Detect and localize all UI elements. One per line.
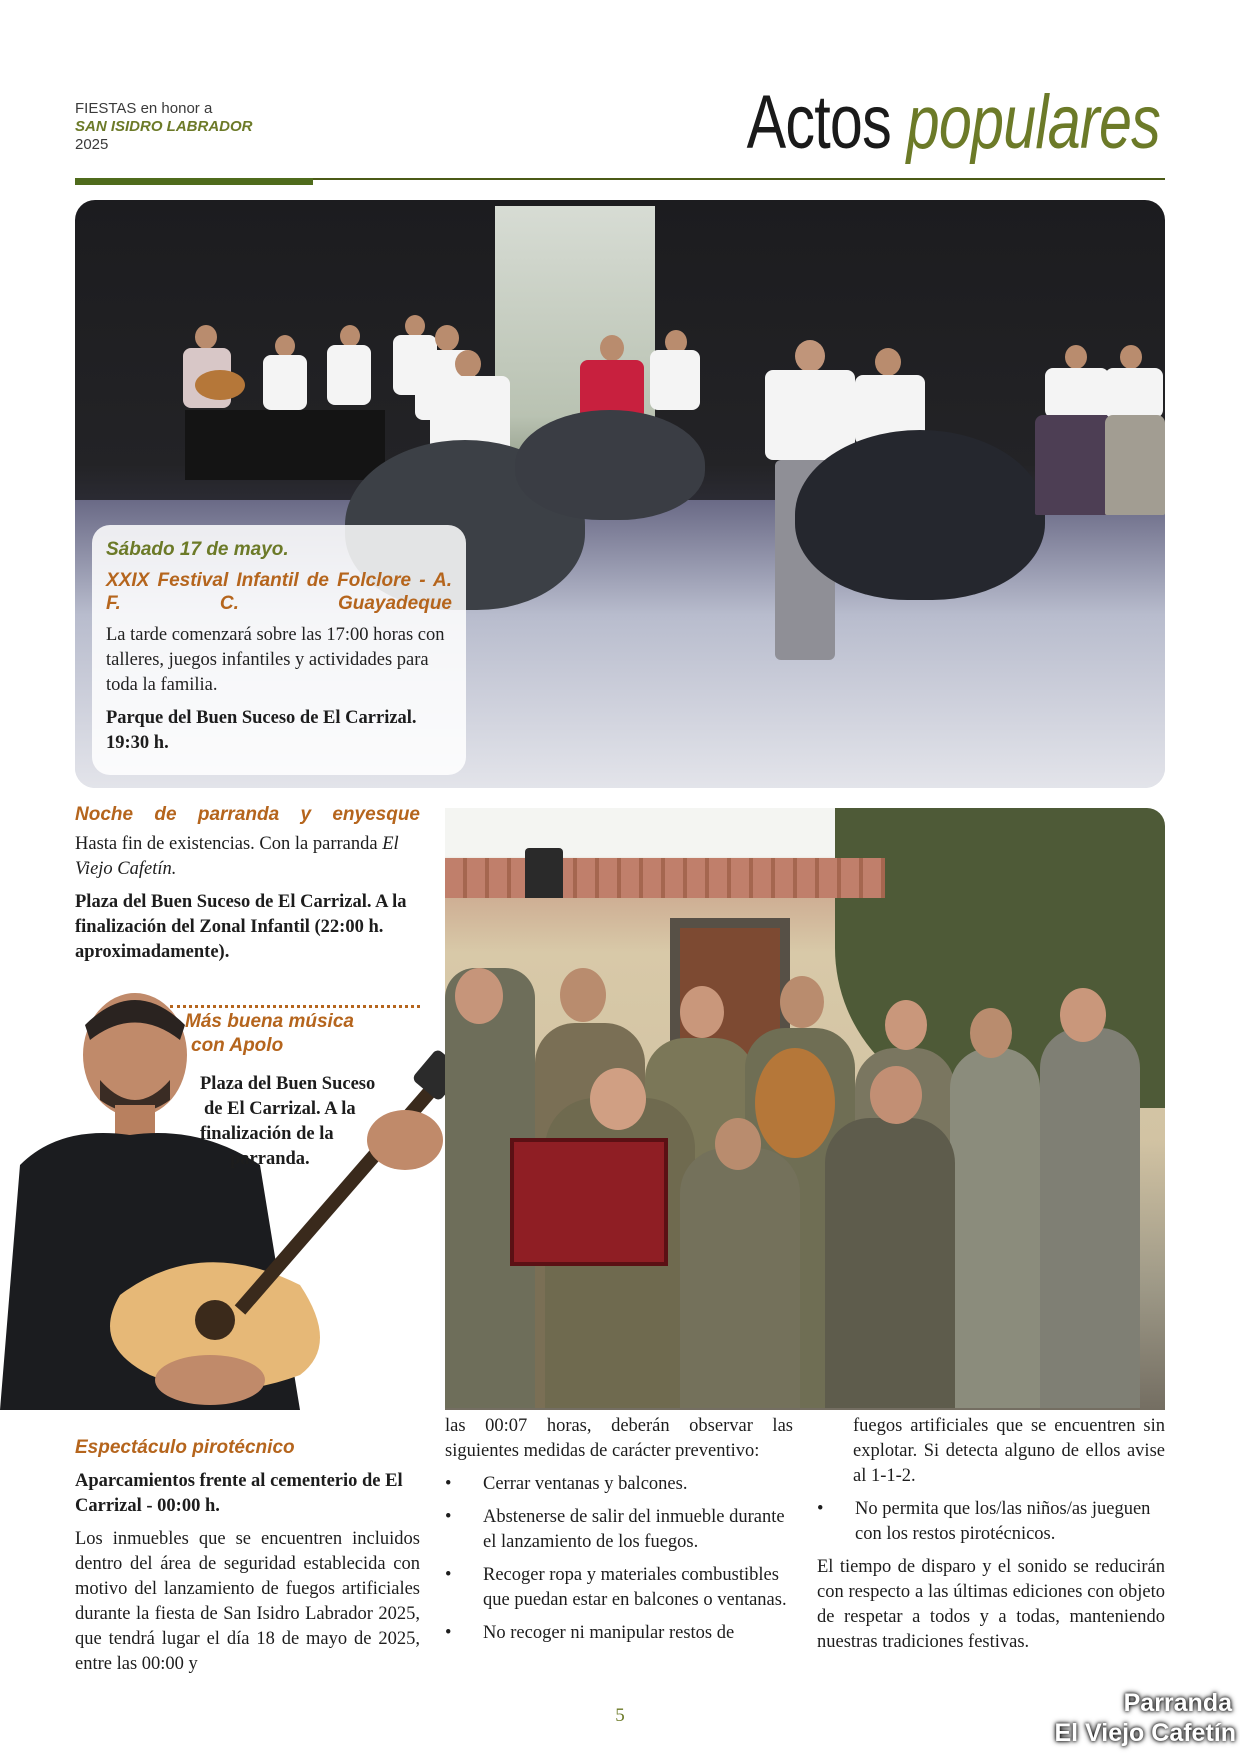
parranda-band: El Viejo Cafetín.	[75, 834, 399, 879]
apolo-title-line-1: Más buena música	[185, 1011, 354, 1032]
parranda-text	[75, 832, 420, 882]
photo-figure	[715, 1118, 761, 1170]
festival-description: La tarde comenzará sobre las 17:00 horas con talleres, juegos infantiles y actividades para toda la familia.	[106, 625, 445, 695]
photo-figure	[650, 350, 700, 410]
page-title-accent: populares	[906, 80, 1160, 165]
apolo-title-line-2: con Apolo	[191, 1035, 284, 1056]
measure-item: • Recoger ropa y materiales combustibles que puedan estar en balcones o ventanas.	[445, 1563, 793, 1613]
parranda-photo-caption-line-1: Parranda	[1123, 1689, 1232, 1717]
parranda-group-photo	[445, 808, 1165, 1410]
photo-figure	[765, 370, 855, 460]
parranda-section	[75, 803, 420, 965]
photo-figure	[340, 325, 360, 347]
photo-figure	[825, 1118, 955, 1408]
measure-item: • No recoger ni manipular restos de	[445, 1621, 793, 1646]
pirotecnico-text-col3: fuegos artificiales que se encuentren sin explotar. Si detecta alguno de ellos avise al 1-1-2.	[853, 1416, 1165, 1486]
pirotecnico-text-col2: las 00:07 horas, deberán observar las siguientes medidas de carácter preventivo:	[445, 1416, 793, 1461]
photo-guitar	[755, 1048, 835, 1158]
photo-figure	[455, 350, 481, 378]
apolo-place-line-2: de El Carrizal. A la	[204, 1099, 356, 1119]
measure-item: • Abstenerse de salir del inmueble durante el lanzamiento de los fuegos.	[445, 1505, 793, 1555]
parranda-place: Plaza del Buen Suceso de El Carrizal. A la finalización del Zonal Infantil (22:00 h. aproximadamente).	[75, 892, 407, 962]
page-number: 5	[615, 1705, 625, 1726]
photo-figure	[870, 1066, 922, 1124]
pirotecnico-measures-list-2	[817, 1497, 1165, 1547]
measure-item: • No permita que los/las niños/as jueguen con los restos pirotécnicos.	[817, 1497, 1165, 1547]
photo-figure	[970, 1008, 1012, 1058]
parranda-text-main: Hasta fin de existencias. Con la parranda	[75, 834, 378, 854]
page-title-main: Actos	[746, 80, 891, 165]
header-line-1: FIESTAS en honor a	[75, 100, 213, 117]
festival-caption-box	[92, 525, 466, 775]
pirotecnico-text-col1: Los inmuebles que se encuentren incluidos dentro del área de seguridad establecida con motivo del lanzamiento de fuegos artificiales durante la fiesta de San Isidro Labrador 2025, que tendrá lugar el día 18 de mayo de 2025, entre las 00:00 y	[75, 1529, 420, 1674]
photo-figure	[600, 335, 624, 361]
photo-figure	[1105, 368, 1163, 418]
apolo-section	[185, 1010, 425, 1058]
pirotecnico-subtitle: Aparcamientos frente al cementerio de El Carrizal - 00:00 h.	[75, 1471, 403, 1516]
pirotecnico-column-2	[445, 1414, 793, 1654]
festival-date: Sábado 17 de mayo.	[106, 539, 289, 560]
pirotecnico-column-3	[817, 1414, 1165, 1655]
page-title	[747, 78, 1160, 168]
photo-figure	[195, 325, 217, 349]
photo-figure	[327, 345, 371, 405]
header-rule-accent	[75, 178, 313, 185]
photo-roof	[445, 858, 885, 898]
photo-figure	[780, 976, 824, 1028]
parranda-title: Noche de parranda y enyesque	[75, 804, 420, 825]
photo-figure	[885, 1000, 927, 1050]
photo-chairs	[185, 410, 385, 480]
photo-lamp	[525, 848, 563, 898]
photo-figure	[950, 1048, 1040, 1408]
photo-figure	[435, 325, 459, 351]
pirotecnico-measures-list	[445, 1472, 793, 1646]
photo-figure	[795, 430, 1045, 600]
apolo-place-line-1: Plaza del Buen Suceso	[200, 1074, 376, 1094]
apolo-place-line-4: parranda.	[230, 1149, 310, 1169]
photo-figure	[195, 370, 245, 400]
photo-figure	[455, 968, 503, 1024]
photo-figure	[1060, 988, 1106, 1042]
photo-figure	[515, 410, 705, 520]
photo-figure	[1105, 415, 1165, 515]
photo-figure	[1035, 415, 1115, 515]
photo-figure	[795, 340, 825, 372]
pirotecnico-column-1	[75, 1436, 420, 1677]
pirotecnico-title: Espectáculo pirotécnico	[75, 1437, 295, 1458]
photo-figure	[590, 1068, 646, 1130]
photo-figure	[1065, 345, 1087, 369]
festival-title: XXIX Festival Infantil de Folclore - A. F. C. Guayadeque	[106, 570, 452, 614]
photo-accordion	[510, 1138, 668, 1266]
apolo-place	[200, 1072, 430, 1172]
photo-figure	[1045, 368, 1109, 418]
photo-figure	[875, 348, 901, 376]
header-line-2: SAN ISIDRO LABRADOR	[75, 118, 253, 135]
festival-place: Parque del Buen Suceso de El Carrizal. 19:30 h.	[106, 708, 417, 753]
header-line-3: 2025	[75, 136, 109, 153]
pirotecnico-closing: El tiempo de disparo y el sonido se reducirán con respecto a las últimas ediciones con objeto de respetar a todos y a todas, manteniendo nuestras tradiciones festivas.	[817, 1557, 1165, 1652]
photo-figure	[405, 315, 425, 337]
apolo-place-line-3: finalización de la	[200, 1124, 334, 1144]
photo-figure	[560, 968, 606, 1022]
apolo-title	[185, 1010, 425, 1058]
photo-figure	[1040, 1028, 1140, 1408]
photo-figure	[680, 986, 724, 1038]
parranda-photo-caption-line-2: El Viejo Cafetín	[1054, 1719, 1236, 1747]
measure-item: • Cerrar ventanas y balcones.	[445, 1472, 793, 1497]
photo-figure	[263, 355, 307, 410]
photo-figure	[1120, 345, 1142, 369]
photo-figure	[680, 1148, 800, 1408]
photo-figure	[275, 335, 295, 357]
publication-header	[75, 100, 253, 154]
